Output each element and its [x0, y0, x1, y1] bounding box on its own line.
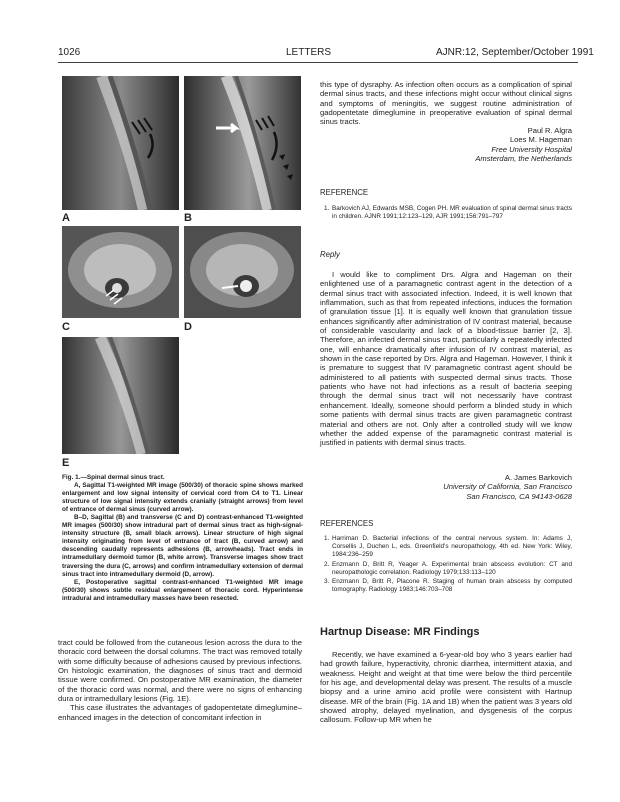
reply-affiliation-2: San Francisco, CA 94143-0628 — [466, 491, 572, 501]
mri-sagittal-b-image — [184, 76, 301, 210]
caption-a: A, Sagittal T1-weighted MR image (500/30) of thoracic spine shows marked enlargement and low signal intensity of cervical cord from C4 to T1. Linear structure of low signal intensity extends cranially (straight arrows) from level of entrance of dermal sinus (curved arrow). — [62, 482, 303, 514]
reference-item — [324, 205, 572, 221]
mri-panel-a — [62, 76, 179, 210]
author-affiliation-1: Free University Hospital — [491, 144, 572, 154]
letter-signature — [320, 126, 572, 164]
mri-sagittal-e-image — [62, 337, 179, 454]
references-heading: REFERENCES — [320, 519, 374, 528]
left-body-text — [58, 638, 302, 722]
journal-citation: AJNR:12, September/October 1991 — [436, 47, 594, 58]
mri-panel-b — [184, 76, 301, 210]
reference-item — [324, 578, 572, 594]
reply-author: A. James Barkovich — [504, 473, 572, 482]
reference-list-2 — [324, 535, 572, 595]
panel-label-c: C — [62, 321, 70, 333]
reference-number: 3. — [324, 578, 330, 586]
reference-item — [324, 561, 572, 577]
panel-label-a: A — [62, 212, 70, 224]
reply-body-text — [320, 270, 572, 448]
running-section: LETTERS — [286, 47, 332, 58]
mri-sagittal-a-image — [62, 76, 179, 210]
mri-transverse-d-image — [184, 226, 301, 318]
author-name-1: Paul R. Algra — [527, 126, 572, 135]
reference-heading: REFERENCE — [320, 188, 369, 197]
reply-paragraph: I would like to compliment Drs. Algra and Hageman on their enlightened use of a paramagnetic contrast agent in the detection of a dermal sinus tract with associated infection. Indeed, it is well known that inflammation, such as that from repeated infections, induces the formation of granulation tissue [1]. It is equally well known that granulation tissue enhances significantly after administration of IV contrast material, because of considerable vascularity and lack of a blood-tissue barrier [2, 3]. Therefore, an infected dermal sinus tract, particularly a repeatedly infected one, will enhance dramatically after infusion of IV contrast material, as shown in the case reported by Drs. Algra and Hageman. However, I think it is premature to suggest that IV paramagnetic contrast agent should be administered to all patients with suspected dermal sinus tracts. Those patients who have not had infections as a result of bacteria seeping through the dermal sinus tract will not necessarily have contrast enhancement. Ideally, someone should perform a blinded study in which some patients with dermal sinus tracts are given paramagnetic contrast material and others are not. Only after a controlled study will we know whether the added expense of the paramagnetic contrast material is justified in patients with dermal sinus tracts. — [320, 270, 572, 448]
article-title: Hartnup Disease: MR Findings — [320, 626, 480, 638]
figure-caption — [62, 474, 303, 603]
reference-item — [324, 535, 572, 560]
reference-list-1 — [324, 205, 572, 222]
author-affiliation-2: Amsterdam, the Netherlands — [475, 154, 572, 164]
reference-number: 1. — [324, 535, 330, 542]
author-name-2: Loes M. Hageman — [509, 135, 572, 145]
caption-title: Fig. 1.—Spinal dermal sinus tract. — [62, 474, 165, 481]
reply-label: Reply — [320, 250, 340, 259]
caption-e: E, Postoperative sagittal contrast-enhanced T1-weighted MR image (500/30) shows subtle residual enlargement of thoracic cord. Hyperintense intradural and intramedullary masses have been resected. — [62, 578, 303, 602]
mri-panel-d — [184, 226, 301, 318]
reply-signature — [320, 473, 572, 501]
page-number: 1026 — [58, 47, 81, 58]
mri-transverse-c-image — [62, 226, 179, 318]
reference-text: Harriman D. Bacterial infections of the central nervous system. In: Adams J, Corsellis J, Duchen L, eds. Greenfield's neuropathology, 4th ed. New York: Wiley, 1984:236–259 — [332, 535, 572, 559]
reference-text: Enzmann D, Britt R, Yeager A. Experimental brain abscess evolution: CT and neuropathologic correlation. Radiology 1979;133:113–120 — [332, 560, 572, 576]
left-body-paragraph-2: This case illustrates the advantages of gadopentetate dimeglumine–enhanced images in the detection of concomitant infection in — [58, 703, 302, 722]
mri-panel-e — [62, 337, 179, 454]
letter-continuation — [320, 80, 572, 127]
article-paragraph: Recently, we have examined a 6-year-old boy who 3 years earlier had had growth failure, hyperactivity, chronic diarrhea, intermittent ataxia, and weakness. Height and weight at that time were below the third percentile for his age, and developmental delay was present. The results of a muscle biopsy and a urine amino acid profile were consistent with Hartnup disease. MR of the brain (Fig. 1A and 1B) when the patient was 3 years old showed atrophy, delayed myelination, and dysgenesis of the corpus callosum. Follow-up MR when he — [320, 650, 572, 725]
header-rule — [58, 62, 578, 63]
article-body-text — [320, 650, 572, 725]
letter-continuation-paragraph: this type of dysraphy. As infection often occurs as a complication of spinal dermal sinus tracts, and these infections might occur without clinical signs and symptoms of meningitis, we suggest routine administration of gadopentetate dimeglumine in preoperative evaluation of spinal dermal sinus tracts. — [320, 80, 572, 127]
caption-bd: B–D, Sagittal (B) and transverse (C and D) contrast-enhanced T1-weighted MR images (500/30) show intradural part of dermal sinus tract as high-signal-intensity structure (B, small black arrows). Linear structure of high signal intensity originating from level of entrance of tract (B, curved arrow) and descending caudally represents adhesions (B, arrowheads). Tract ends in intramedullary dermoid tumor (B, white arrow). Transverse images show tract traversing the dura (C, arrows) and confirm intramedullary extension of dermal sinus tract into intramedullary dermoid (D, arrow). — [62, 514, 303, 578]
reference-text: Enzmann D, Britt R, Placone R. Staging of human brain abscess by computed tomography. Radiology 1983;146:703–708 — [332, 578, 572, 594]
reference-number: 1. — [324, 205, 330, 212]
reply-affiliation-1: University of California, San Francisco — [443, 482, 572, 492]
panel-label-d: D — [184, 321, 192, 333]
reference-number: 2. — [324, 560, 330, 568]
panel-label-b: B — [184, 212, 192, 224]
left-body-paragraph-1: tract could be followed from the cutaneous lesion across the dura to the thoracic cord between the dorsal columns. The tract was removed totally with some difficulty because of adhesions caused by previous infections. On histologic examination, the diagnoses of sinus tract and dermoid tissue were confirmed. On postoperative MR examination, the diameter of the thoracic cord was normal, and there were no signs of enhancing dura or intramedullary lesions (Fig. 1E). — [58, 638, 302, 704]
reference-text: Barkovich AJ, Edwards MSB, Cogen PH. MR evaluation of spinal dermal sinus tracts in children. AJNR 1991;12:123–129, AJR 1991;156:791–797 — [332, 205, 572, 221]
panel-label-e: E — [62, 457, 70, 469]
mri-panel-c — [62, 226, 179, 318]
